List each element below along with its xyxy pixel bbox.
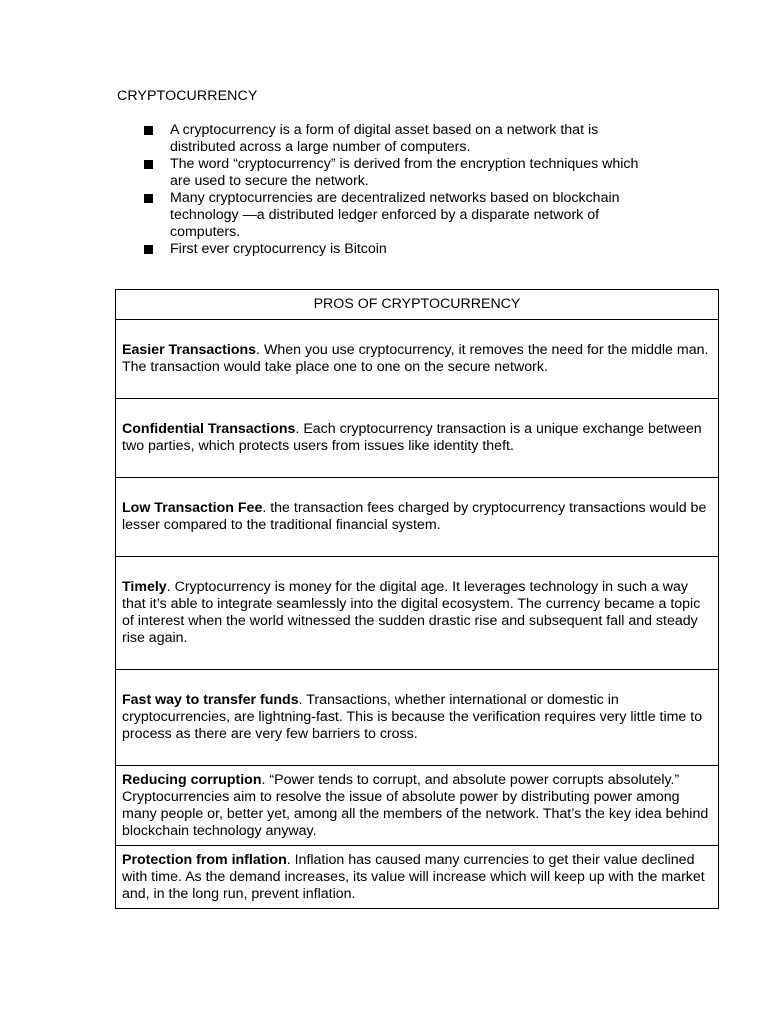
pro-term: Confidential Transactions (122, 421, 296, 437)
bullet-text: The word “cryptocurrency” is derived from the encryption techniques which are used to secure the network. (170, 156, 639, 189)
pro-term: Easier Transactions (122, 342, 257, 358)
pro-term: Protection from inflation (122, 851, 287, 868)
bullet-item (142, 190, 662, 241)
pros-table-header: PROS OF CRYPTOCURRENCY (116, 290, 719, 320)
pro-description: . the transaction fees charged by cryptocurrency transactions would be lesser compared to the traditional financial system. (122, 500, 707, 533)
pros-table-row (116, 557, 719, 670)
square-bullet-icon (144, 245, 153, 254)
pros-table-cell (116, 399, 719, 478)
pros-table-cell (116, 766, 719, 846)
bullet-item (142, 156, 662, 190)
pro-description: . Transactions, whether international or domestic in cryptocurrencies, are lightning-fast. This is because the verification requires very little time to process as there are very few barriers to cross. (122, 692, 703, 742)
pro-description: . Cryptocurrency is money for the digital age. It leverages technology in such a way that it’s able to integrate seamlessly into the digital ecosystem. The currency became a topic of interest when the world witnessed the sudden drastic rise and subsequent fall and steady rise again. (122, 579, 701, 646)
pro-description: . Inflation has caused many currencies to get their value declined with time. As the demand increases, its value will increase which will keep up with the market and, in the long run, prevent inflation. (122, 851, 705, 902)
bullet-text: A cryptocurrency is a form of digital asset based on a network that is distributed across a large number of computers. (170, 122, 599, 155)
pros-table-cell (116, 846, 719, 909)
pros-table-row (116, 670, 719, 766)
pro-term: Timely (122, 579, 167, 595)
pro-term: Reducing corruption (122, 771, 262, 788)
square-bullet-icon (144, 194, 153, 203)
bullet-text: First ever cryptocurrency is Bitcoin (170, 241, 387, 257)
pros-table-row (116, 766, 719, 846)
pros-table-header-row (116, 290, 719, 320)
pros-table-cell (116, 478, 719, 557)
pros-table-cell (116, 320, 719, 399)
pros-table-row (116, 846, 719, 909)
pro-description: . Each cryptocurrency transaction is a unique exchange between two parties, which protects users from issues like identity theft. (122, 421, 702, 454)
intro-bullet-list (142, 122, 662, 258)
bullet-item (142, 122, 662, 156)
pro-term: Fast way to transfer funds (122, 692, 299, 708)
page-title: CRYPTOCURRENCY (117, 88, 258, 104)
pro-description: . When you use cryptocurrency, it removes the need for the middle man. The transaction would take place one to one on the secure network. (122, 342, 709, 375)
square-bullet-icon (144, 160, 153, 169)
pros-table-row (116, 478, 719, 557)
pro-term: Low Transaction Fee (122, 500, 263, 516)
bullet-item (142, 241, 662, 258)
pros-table-row (116, 399, 719, 478)
pro-description: . “Power tends to corrupt, and absolute power corrupts absolutely.” Cryptocurrencies aim to resolve the issue of absolute power by distributing power among many people or, better yet, among all the members of the network. That’s the key idea behind blockchain technology anyway. (122, 771, 709, 839)
pros-table-cell (116, 557, 719, 670)
pros-table-row (116, 320, 719, 399)
bullet-text: Many cryptocurrencies are decentralized networks based on blockchain technology —a distributed ledger enforced by a disparate network of computers. (170, 190, 620, 240)
square-bullet-icon (144, 126, 153, 135)
pros-table (115, 289, 719, 909)
pros-table-cell (116, 670, 719, 766)
